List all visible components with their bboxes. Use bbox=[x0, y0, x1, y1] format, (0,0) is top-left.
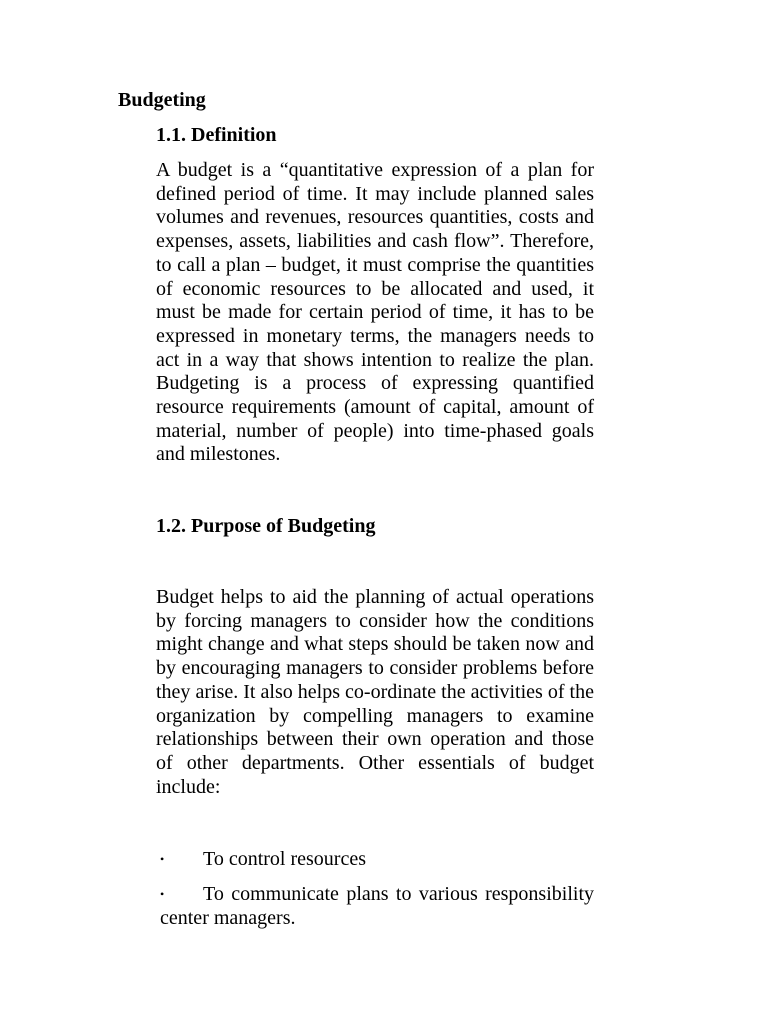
bullet-marker: • bbox=[160, 887, 165, 901]
definition-paragraph: A budget is a “quantitative expression of a plan for defined period of time. It may include planned sales volumes and revenues, resources quantities, costs and expenses, assets, liabilities and cash flow”. Therefore, to call a plan – budget, it must comprise the quantities of economic resources to be allocated and used, it must be made for certain period of time, it has to be expressed in monetary terms, the managers needs to act in a way that shows intention to realize the plan. Budgeting is a process of expressing quantified resource requirements (amount of capital, amount of material, number of people) into time-phased goals and milestones. bbox=[156, 159, 594, 466]
bullet-text: To communicate plans to various responsibility center managers. bbox=[160, 883, 594, 929]
section-heading-purpose: 1.2. Purpose of Budgeting bbox=[156, 515, 376, 537]
section-heading-definition: 1.1. Definition bbox=[156, 124, 277, 146]
bullet-text: To control resources bbox=[203, 848, 366, 870]
purpose-paragraph: Budget helps to aid the planning of actual operations by forcing managers to consider how the conditions might change and what steps should be taken now and by encouraging managers to consider problems before they arise. It also helps co-ordinate the activities of the organization by compelling managers to examine relationships between their own operation and those of other departments. Other essentials of budget include: bbox=[156, 586, 594, 798]
bullet-marker: • bbox=[160, 852, 165, 866]
document-title: Budgeting bbox=[118, 89, 206, 111]
bullet-item bbox=[160, 847, 594, 871]
bullet-item bbox=[160, 882, 594, 930]
